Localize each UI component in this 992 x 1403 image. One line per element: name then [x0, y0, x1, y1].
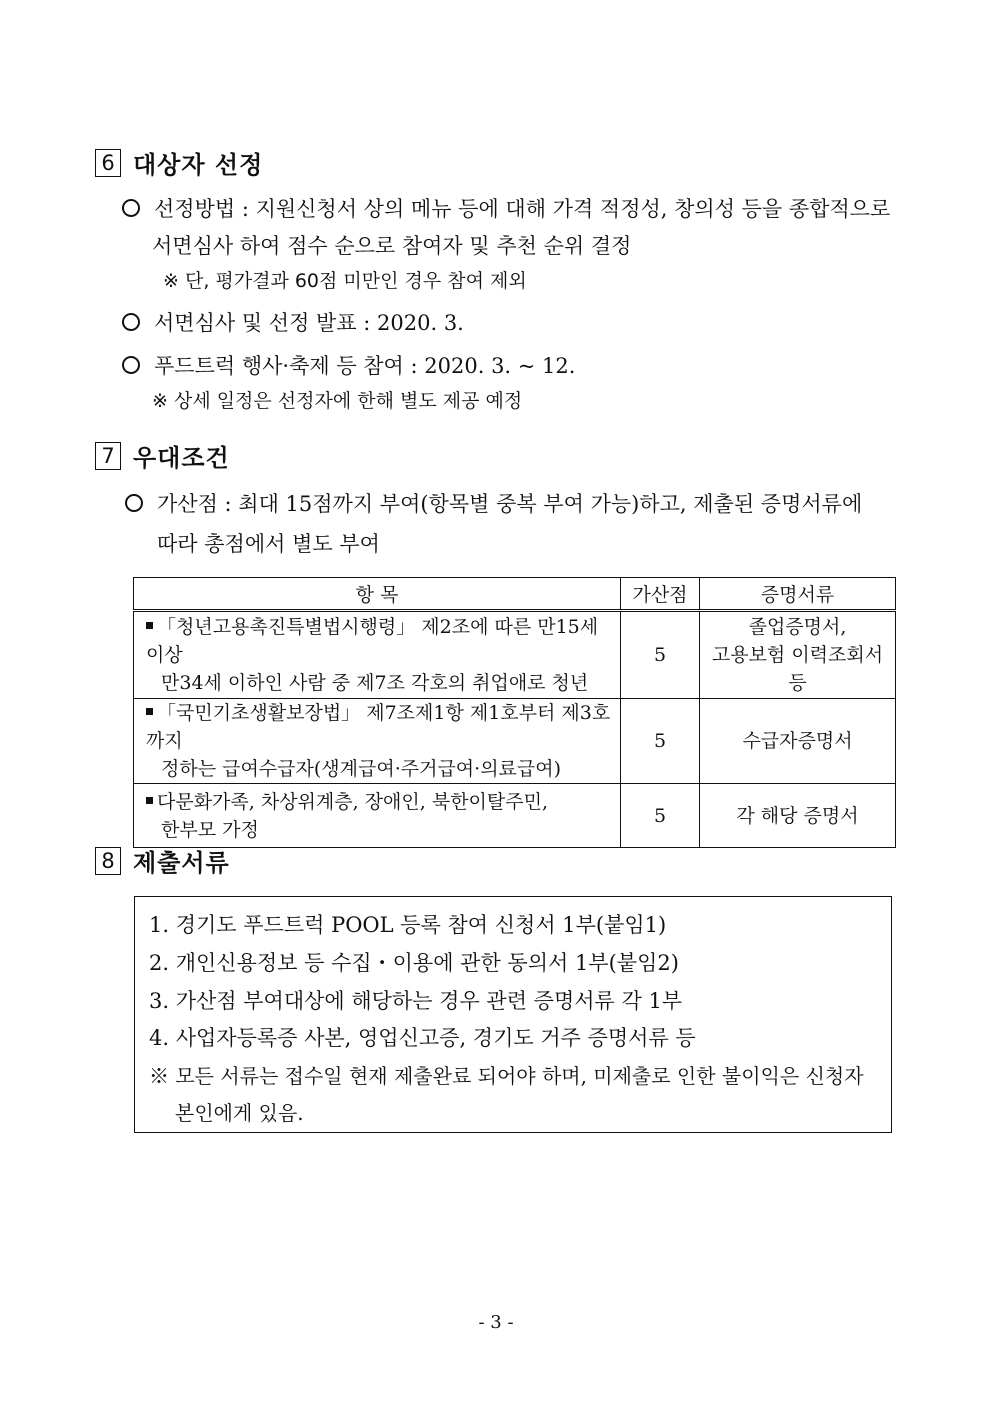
row-proof: 수급자증명서: [700, 699, 896, 784]
required-documents-box: [134, 896, 892, 1133]
row-item: [134, 611, 621, 699]
page-number: - 3 -: [478, 1312, 514, 1333]
bonus-table-header: [134, 578, 896, 611]
row-item-line1: 다문화가족, 차상위계층, 장애인, 북한이탈주민,: [157, 790, 549, 813]
sec6-item3: [122, 350, 575, 380]
bonus-table: [133, 577, 896, 848]
square-bullet-icon: [146, 622, 153, 629]
row-item-line2: 한부모 가정: [161, 818, 259, 841]
section-6-title: 대상자 선정: [133, 151, 264, 179]
square-bullet-icon: [146, 797, 153, 804]
row-points: 5: [621, 784, 700, 848]
table-row: [134, 611, 896, 699]
doc-note-line1: ※ 모든 서류는 접수일 현재 제출완료 되어야 하며, 미제출로 인한 불이익은 신청자: [149, 1064, 864, 1088]
row-points: 5: [621, 699, 700, 784]
sec6-item2: [122, 307, 464, 337]
header-points: 가산점: [621, 578, 700, 611]
sec6-item1: [122, 193, 890, 223]
sec6-item1-note: ※ 단, 평가결과 60점 미만인 경우 참여 제외: [163, 270, 527, 292]
square-bullet-icon: [146, 708, 153, 715]
row-item-line2: 만34세 이하인 사람 중 제7조 각호의 취업애로 청년: [161, 672, 589, 694]
sec6-item1-line2: 서면심사 하여 점수 순으로 참여자 및 추천 순위 결정: [152, 234, 632, 258]
doc-item: 4. 사업자등록증 사본, 영업신고증, 경기도 거주 증명서류 등: [149, 1026, 696, 1050]
section-7-heading: [95, 438, 230, 473]
row-proof: 각 해당 증명서: [700, 784, 896, 848]
section-6-number: 6: [95, 149, 121, 177]
row-item-line1: 「청년고용촉진특별법시행령」 제2조에 따른 만15세 이상: [146, 616, 599, 666]
doc-note-line2: 본인에게 있음.: [175, 1101, 304, 1125]
sec6-item2-text: 서면심사 및 선정 발표 : 2020. 3.: [154, 311, 464, 335]
table-row: [134, 699, 896, 784]
section-8-number: 8: [95, 847, 121, 875]
sec6-item3-text: 푸드트럭 행사·축제 등 참여 : 2020. 3. ~ 12.: [154, 354, 576, 378]
row-points: 5: [621, 611, 700, 699]
doc-item: 3. 가산점 부여대상에 해당하는 경우 관련 증명서류 각 1부: [149, 989, 683, 1013]
circle-bullet-icon: [125, 494, 143, 512]
circle-bullet-icon: [122, 199, 140, 217]
section-7-title: 우대조건: [133, 444, 230, 472]
header-proof: 증명서류: [700, 578, 896, 611]
circle-bullet-icon: [122, 356, 140, 374]
doc-item: 2. 개인신용정보 등 수집・이용에 관한 동의서 1부(붙임2): [149, 951, 679, 975]
row-proof: [700, 611, 896, 699]
circle-bullet-icon: [122, 313, 140, 331]
row-proof-line2: 고용보험 이력조회서 등: [711, 644, 884, 694]
row-item-line2: 정하는 급여수급자(생계급여·주거급여·의료급여): [161, 758, 562, 780]
sec6-item3-note: ※ 상세 일정은 선정자에 한해 별도 제공 예정: [152, 390, 523, 412]
sec7-item1-line1: 가산점 : 최대 15점까지 부여(항목별 중복 부여 가능)하고, 제출된 증명서류에: [157, 492, 863, 516]
section-7-number: 7: [95, 442, 121, 470]
section-6-heading: [95, 145, 263, 180]
row-item-line1: 「국민기초생활보장법」 제7조제1항 제1호부터 제3호까지: [146, 702, 611, 752]
sec7-item1: [125, 488, 862, 518]
sec6-item1-line1: 선정방법 : 지원신청서 상의 메뉴 등에 대해 가격 적정성, 창의성 등을 종합적으로: [154, 197, 891, 221]
sec7-item1-line2: 따라 총점에서 별도 부여: [157, 532, 380, 556]
table-row: [134, 784, 896, 848]
row-item: [134, 699, 621, 784]
row-item: [134, 784, 621, 848]
row-proof-line1: 졸업증명서,: [748, 616, 847, 638]
section-8-title: 제출서류: [133, 849, 230, 877]
header-item: 항 목: [134, 578, 621, 611]
doc-item: 1. 경기도 푸드트럭 POOL 등록 참여 신청서 1부(붙임1): [149, 913, 667, 937]
section-8-heading: [95, 843, 230, 878]
